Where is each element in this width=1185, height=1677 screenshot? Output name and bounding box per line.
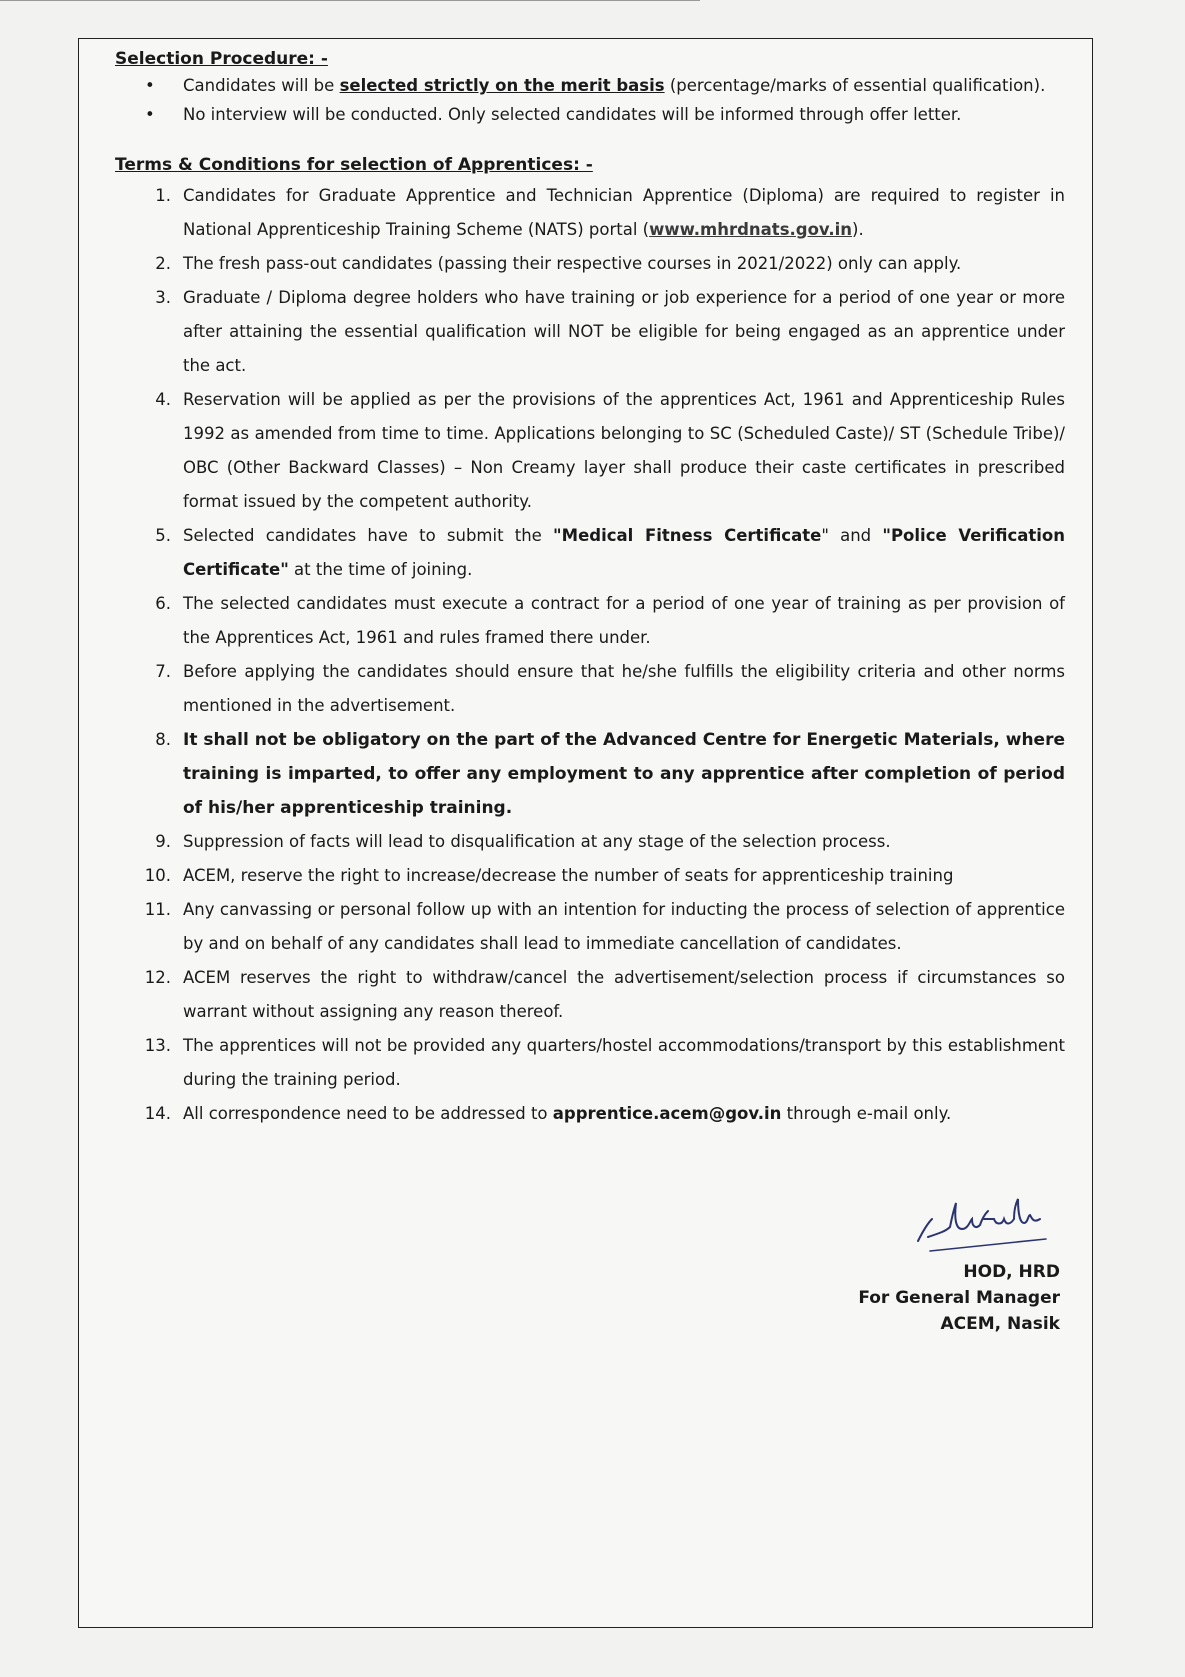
handwritten-signature-icon (910, 1189, 1050, 1259)
terms-heading: Terms & Conditions for selection of Apprentices: - (115, 155, 593, 175)
term-9: 9. Suppression of facts will lead to disqualification at any stage of the selection process. (155, 832, 891, 851)
term-4: 4. Reservation will be applied as per the provisions of the apprentices Act, 1961 and Apprenticeship Rules 1992 as amended from time to time. Applications belonging to SC (Scheduled Caste)/ ST (Schedule Tribe)/ OBC (Other Backward Classes) – Non Creamy layer shall produce their caste certificates in prescribed format issued by the competent authority. (155, 390, 1065, 511)
selection-bullet-2: • No interview will be conducted. Only selected candidates will be informed through offer letter. (115, 100, 1065, 129)
selection-bullet-1: • Candidates will be selected strictly on the merit basis (percentage/marks of essential qualification). (115, 71, 1065, 100)
term-12: 12. ACEM reserves the right to withdraw/cancel the advertisement/selection process if circumstances so warrant without assigning any reason thereof. (144, 968, 1065, 1021)
term-11: 11. Any canvassing or personal follow up with an intention for inducting the process of selection of apprentice by and on behalf of any candidates shall lead to immediate cancellation of candidates. (144, 900, 1065, 953)
signatory-on-behalf: For General Manager (858, 1288, 1060, 1308)
bullet-icon: • (145, 76, 155, 95)
selection-procedure-heading: Selection Procedure: - (115, 49, 328, 69)
term-6: 6. The selected candidates must execute a contract for a period of one year of training as per provision of the Apprentices Act, 1961 and rules framed there under. (155, 594, 1065, 647)
term-7: 7. Before applying the candidates should ensure that he/she fulfills the eligibility criteria and other norms mentioned in the advertisement. (155, 662, 1065, 715)
document-frame (78, 38, 1093, 1628)
term-3: 3. Graduate / Diploma degree holders who have training or job experience for a period of one year or more after attaining the essential qualification will NOT be eligible for being engaged as an apprentice under the act. (155, 288, 1065, 375)
signature-block (858, 1189, 1060, 1337)
terms-list (115, 179, 1065, 1131)
scan-edge-line (0, 0, 700, 1)
term-10: 10. ACEM, reserve the right to increase/decrease the number of seats for apprenticeship training (144, 866, 954, 885)
signatory-designation: HOD, HRD (963, 1262, 1060, 1282)
term-2: 2. The fresh pass-out candidates (passing their respective courses in 2021/2022) only can apply. (155, 254, 962, 273)
term-14: 14. All correspondence need to be addressed to apprentice.acem@gov.in through e-mail only. (144, 1104, 952, 1123)
signatory-organization: ACEM, Nasik (940, 1314, 1060, 1334)
bullet-icon: • (145, 105, 155, 124)
document-body (115, 49, 1065, 1131)
term-13: 13. The apprentices will not be provided any quarters/hostel accommodations/transport by this establishment during the training period. (144, 1036, 1065, 1089)
term-1: 1. Candidates for Graduate Apprentice and Technician Apprentice (Diploma) are required to register in National Apprenticeship Training Scheme (NATS) portal (www.mhrdnats.gov.in). (155, 186, 1065, 239)
term-8: 8. It shall not be obligatory on the part of the Advanced Centre for Energetic Materials, where training is imparted, to offer any employment to any apprentice after completion of period of his/her apprenticeship training. (155, 730, 1065, 818)
term-5: 5. Selected candidates have to submit the "Medical Fitness Certificate" and "Police Verification Certificate" at the time of joining. (155, 526, 1065, 579)
contact-email[interactable]: apprentice.acem@gov.in (552, 1104, 782, 1123)
nats-portal-link[interactable]: www.mhrdnats.gov.in (649, 220, 853, 239)
selection-bullet-list (115, 71, 1065, 129)
